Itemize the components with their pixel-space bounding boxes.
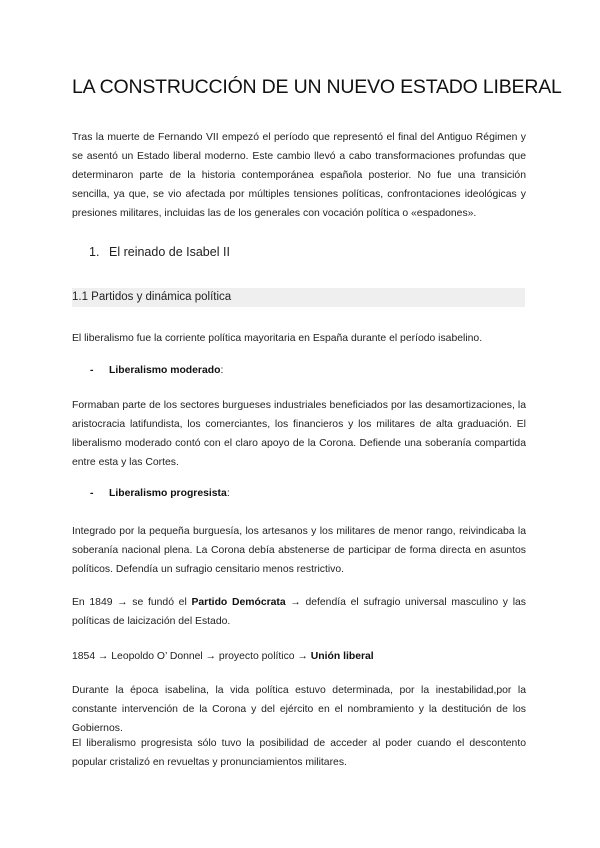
bullet-dash: -	[90, 365, 94, 376]
bullet-dash: -	[90, 488, 94, 499]
bullet-moderado	[90, 365, 223, 376]
bold-run: Unión liberal	[310, 651, 374, 662]
section-heading-label: El reinado de Isabel II	[109, 245, 230, 259]
intro-paragraph: Tras la muerte de Fernando VII empezó el período que representó el final del Antiguo Régimen y se asentó un Estado liberal moderno. Este cambio llevó a cabo transformaciones profundas que determinaron parte de la historia contemporánea española posterior. No fue una transición sencilla, ya que, se vio afectada por múltiples tensiones políticas, confrontaciones ideológicas y presiones militares, incluidas las de los generales con vocación política o «espadones».	[72, 132, 526, 219]
page-title: LA CONSTRUCCIÓN DE UN NUEVO ESTADO LIBERAL	[72, 76, 562, 98]
section-number: 1.	[89, 245, 100, 259]
progresista-poder-paragraph: El liberalismo progresista sólo tuvo la posibilidad de acceder al poder cuando el descontento popular cristalizó en revueltas y pronunciamientos militares.	[72, 738, 526, 768]
bullet-suffix: :	[220, 365, 224, 376]
epoca-paragraph: Durante la época isabelina, la vida política estuvo determinada, por la inestabilidad,por la constante intervención de la Corona y del ejército en el nombramiento y la destitución de los Gobiernos.	[72, 685, 526, 734]
progresista-paragraph: Integrado por la pequeña burguesía, los artesanos y los militares de menor rango, reivindicaba la soberanía nacional plena. La Corona debía abstenerse de participar de forma directa en asuntos políticos. Defendía un sufragio censitario menos restrictivo.	[72, 526, 526, 575]
bullet-suffix: :	[226, 488, 230, 499]
text-run: → defendía el sufragio universal masculino y las políticas de laicización del Estado.	[72, 597, 526, 627]
bullet-label: Liberalismo progresista	[109, 488, 227, 499]
text-run: 1854 → Leopoldo O’ Donnel → proyecto político →	[72, 651, 311, 662]
moderado-paragraph: Formaban parte de los sectores burgueses industriales beneficiados por las desamortizaciones, la aristocracia latifundista, los comerciantes, los financieros y los militares de alta graduación. El liberalismo moderado contó con el claro apoyo de la Corona. Defiende una soberanía compartida entre esta y las Cortes.	[72, 400, 526, 468]
subsection-heading: 1.1 Partidos y dinámica política	[72, 291, 232, 303]
bold-run: Partido Demócrata	[191, 597, 286, 608]
text-run: En 1849 → se fundó el	[72, 597, 192, 608]
partido-democrata-paragraph	[72, 593, 526, 631]
bullet-label: Liberalismo moderado	[109, 365, 221, 376]
union-liberal-paragraph	[72, 647, 526, 666]
liberalismo-paragraph: El liberalismo fue la corriente política mayoritaria en España durante el período isabelino.	[72, 333, 483, 344]
bullet-progresista	[90, 488, 230, 499]
section-heading-1	[89, 245, 230, 259]
